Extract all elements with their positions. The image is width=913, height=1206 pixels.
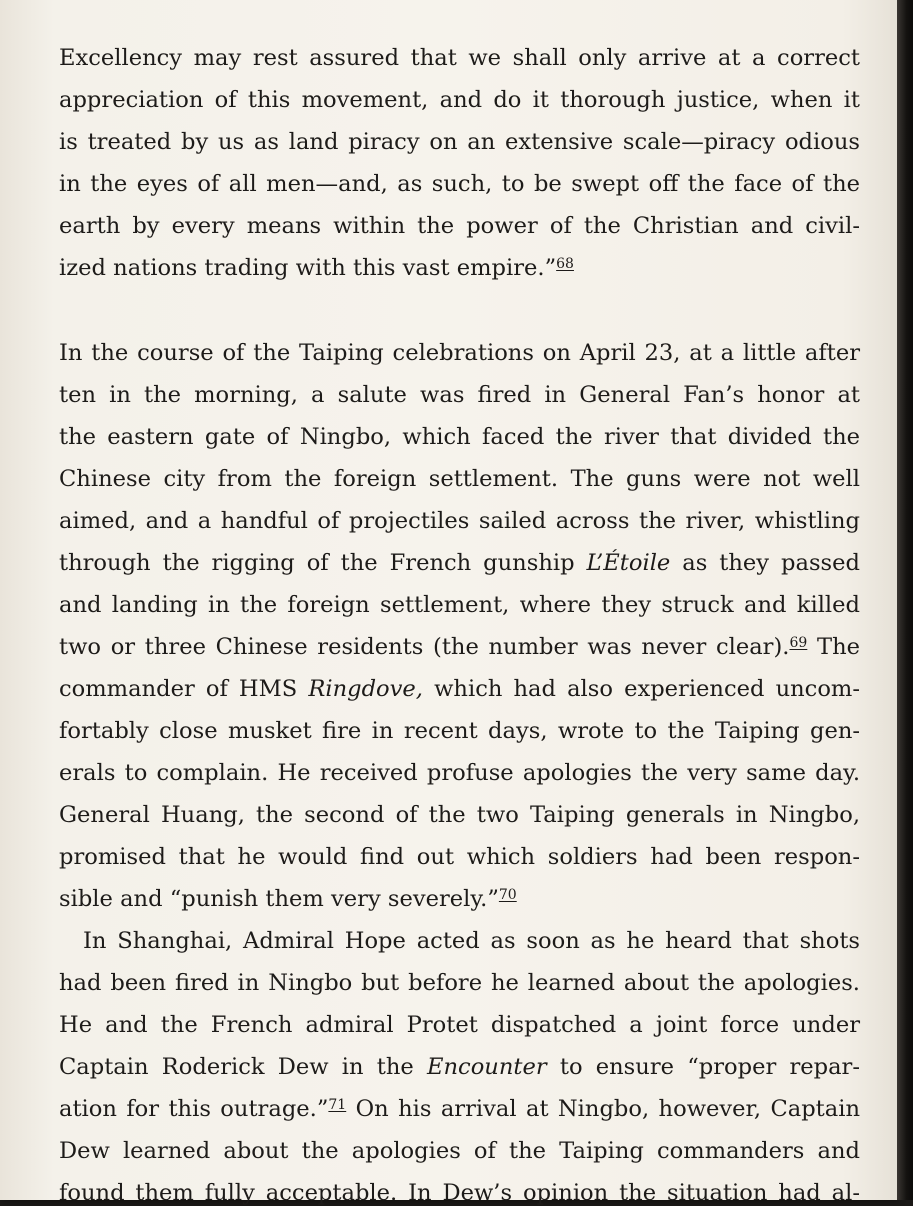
text-line: Chinese city from the foreign settlement. The guns were not well — [59, 466, 860, 492]
ship-name: L’Étoile — [586, 550, 671, 576]
text-line: Dew learned about the apologies of the Taiping commanders and — [59, 1138, 860, 1164]
text-line: ized nations trading with this vast empire.”$^{68}$ — [59, 255, 574, 281]
text-line: through the rigging of the French gunship L’Étoile as they passed — [59, 550, 860, 576]
text-line: commander of HMS Ringdove, which had also experienced uncom- — [59, 676, 860, 702]
text-line: promised that he would find out which soldiers had been respon- — [59, 844, 860, 870]
page-edge-shadow — [897, 0, 913, 1200]
footnote-ref[interactable]: 71 — [328, 1097, 347, 1113]
text-line: earth by every means within the power of the Christian and civil- — [59, 213, 860, 239]
text-line: aimed, and a handful of projectiles sailed across the river, whistling — [59, 508, 860, 534]
text-line: appreciation of this movement, and do it thorough justice, when it — [59, 87, 860, 113]
text-line: found them fully acceptable. In Dew’s opinion the situation had al- — [59, 1180, 860, 1206]
text-line: fortably close musket fire in recent days, wrote to the Taiping gen- — [59, 718, 860, 744]
text-line: ation for this outrage.”$^{71}$ On his arrival at Ningbo, however, Captain — [59, 1096, 860, 1122]
text-line: He and the French admiral Protet dispatched a joint force under — [59, 1012, 860, 1038]
ship-name: Ringdove, — [308, 676, 423, 702]
text-line: is treated by us as land piracy on an extensive scale—piracy odious — [59, 129, 860, 155]
text-line: in the eyes of all men—and, as such, to be swept off the face of the — [59, 171, 860, 197]
text-line: Excellency may rest assured that we shall only arrive at a correct — [59, 45, 860, 71]
ship-name: Encounter — [427, 1054, 547, 1080]
text-line: and landing in the foreign settlement, where they struck and killed — [59, 592, 860, 618]
text-line: erals to complain. He received profuse apologies the very same day. — [59, 760, 860, 786]
footnote-ref[interactable]: 69 — [789, 635, 808, 651]
text-line: In Shanghai, Admiral Hope acted as soon as he heard that shots — [83, 928, 860, 954]
text-line: In the course of the Taiping celebrations on April 23, at a little after — [59, 340, 860, 366]
text-line: ten in the morning, a salute was fired in General Fan’s honor at — [59, 382, 860, 408]
text-line: had been fired in Ningbo but before he learned about the apologies. — [59, 970, 860, 996]
footnote-ref[interactable]: 70 — [498, 887, 517, 903]
footnote-ref[interactable]: 68 — [556, 256, 574, 272]
text-line: the eastern gate of Ningbo, which faced the river that divided the — [59, 424, 860, 450]
text-line: General Huang, the second of the two Taiping generals in Ningbo, — [59, 802, 860, 828]
text-line: two or three Chinese residents (the number was never clear).$^{69}$ The — [59, 634, 860, 660]
text-line: sible and “punish them very severely.”$^{70}$ — [59, 886, 517, 912]
text-line: Captain Roderick Dew in the Encounter to ensure “proper repar- — [59, 1054, 860, 1080]
